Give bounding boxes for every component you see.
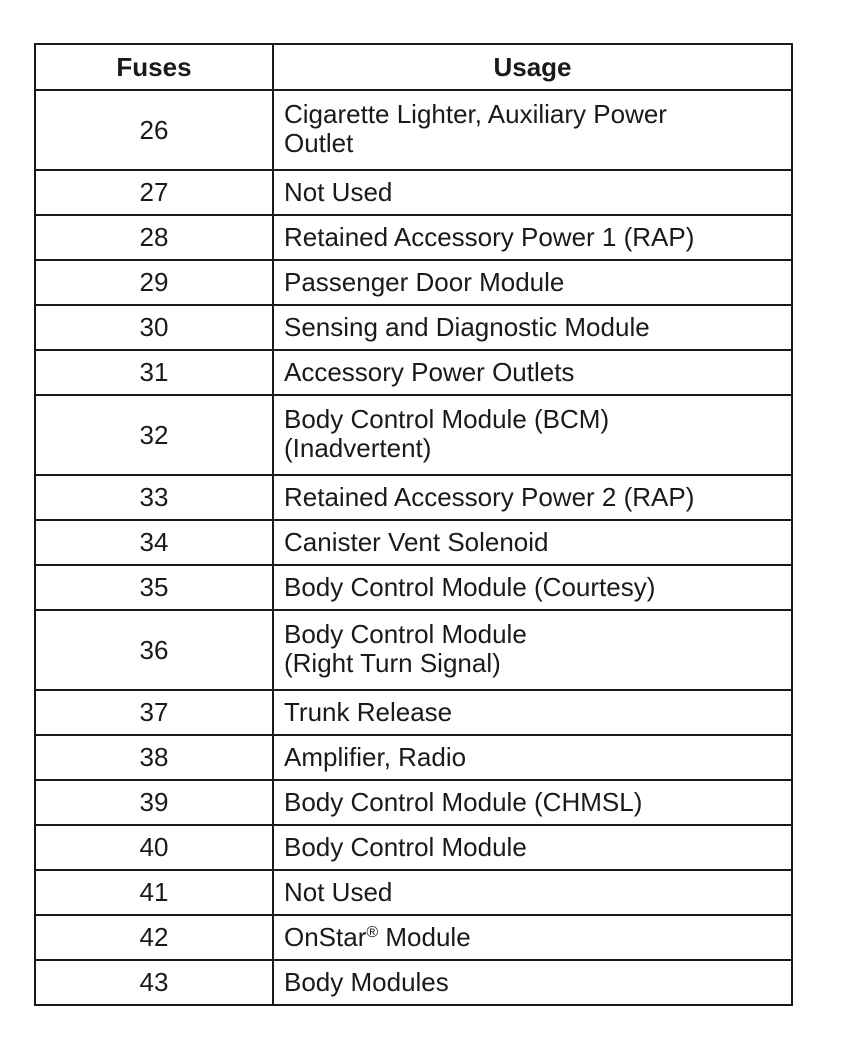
fuse-number-cell: 28 xyxy=(35,215,273,260)
fuse-number-cell: 39 xyxy=(35,780,273,825)
fuse-number-cell: 36 xyxy=(35,610,273,690)
usage-cell xyxy=(273,610,792,690)
table-row xyxy=(35,520,792,565)
fuse-number-cell: 31 xyxy=(35,350,273,395)
usage-cell xyxy=(273,565,792,610)
fuse-number-cell: 43 xyxy=(35,960,273,1005)
header-fuses: Fuses xyxy=(35,44,273,90)
fuse-number-cell: 42 xyxy=(35,915,273,960)
usage-cell xyxy=(273,915,792,960)
usage-cell xyxy=(273,350,792,395)
fuse-number-cell: 27 xyxy=(35,170,273,215)
table-row xyxy=(35,170,792,215)
usage-text-line: Trunk Release xyxy=(284,697,453,727)
usage-text-line: Outlet xyxy=(284,128,354,158)
usage-text-line: Body Control Module (Courtesy) xyxy=(284,572,656,602)
table-row xyxy=(35,260,792,305)
table-row xyxy=(35,90,792,170)
usage-text-line: Body Modules xyxy=(284,967,449,997)
usage-text-line: Passenger Door Module xyxy=(284,267,565,297)
table-row xyxy=(35,565,792,610)
table-header xyxy=(35,44,792,90)
table-row xyxy=(35,735,792,780)
usage-text-line: Body Control Module (BCM) xyxy=(284,404,610,434)
fuse-number-cell: 37 xyxy=(35,690,273,735)
header-usage: Usage xyxy=(273,44,792,90)
usage-text-line: Retained Accessory Power 1 (RAP) xyxy=(284,222,695,252)
usage-text: OnStar xyxy=(284,922,367,952)
table-row xyxy=(35,870,792,915)
usage-cell xyxy=(273,690,792,735)
usage-text-line: Body Control Module xyxy=(284,619,527,649)
fuse-number-cell: 33 xyxy=(35,475,273,520)
fuse-number-cell: 41 xyxy=(35,870,273,915)
usage-text-line: (Right Turn Signal) xyxy=(284,648,501,678)
usage-cell xyxy=(273,520,792,565)
usage-text-line: Cigarette Lighter, Auxiliary Power xyxy=(284,99,667,129)
fuse-number-cell: 26 xyxy=(35,90,273,170)
fuse-number-cell: 29 xyxy=(35,260,273,305)
table-row xyxy=(35,475,792,520)
fuse-usage-table xyxy=(34,43,793,1006)
table-row xyxy=(35,305,792,350)
usage-text-line: Retained Accessory Power 2 (RAP) xyxy=(284,482,695,512)
usage-cell xyxy=(273,825,792,870)
usage-cell xyxy=(273,215,792,260)
usage-text-line: Not Used xyxy=(284,177,393,207)
table-row xyxy=(35,610,792,690)
table-row xyxy=(35,915,792,960)
header-row xyxy=(35,44,792,90)
table-row xyxy=(35,825,792,870)
usage-cell xyxy=(273,395,792,475)
usage-text-line: Accessory Power Outlets xyxy=(284,357,575,387)
table-row xyxy=(35,350,792,395)
fuse-number-cell: 35 xyxy=(35,565,273,610)
usage-text-line: Body Control Module (CHMSL) xyxy=(284,787,643,817)
usage-cell xyxy=(273,90,792,170)
usage-text-line: Sensing and Diagnostic Module xyxy=(284,312,650,342)
table-row xyxy=(35,780,792,825)
usage-text-line: Not Used xyxy=(284,877,393,907)
usage-text-suffix: Module xyxy=(378,922,471,952)
usage-cell xyxy=(273,735,792,780)
fuse-number-cell: 40 xyxy=(35,825,273,870)
usage-text-line: Amplifier, Radio xyxy=(284,742,467,772)
registered-mark: ® xyxy=(366,924,379,941)
usage-text-line: (Inadvertent) xyxy=(284,433,432,463)
usage-cell xyxy=(273,960,792,1005)
table-row xyxy=(35,960,792,1005)
fuse-number-cell: 32 xyxy=(35,395,273,475)
usage-cell xyxy=(273,170,792,215)
table-row xyxy=(35,215,792,260)
usage-cell xyxy=(273,780,792,825)
usage-text-line xyxy=(284,923,783,952)
usage-cell xyxy=(273,475,792,520)
table-body xyxy=(35,90,792,1005)
fuse-number-cell: 38 xyxy=(35,735,273,780)
usage-cell xyxy=(273,260,792,305)
usage-text-line: Body Control Module xyxy=(284,832,527,862)
usage-cell xyxy=(273,305,792,350)
usage-text-line: Canister Vent Solenoid xyxy=(284,527,549,557)
usage-cell xyxy=(273,870,792,915)
table-row xyxy=(35,690,792,735)
table-row xyxy=(35,395,792,475)
fuse-number-cell: 34 xyxy=(35,520,273,565)
fuse-number-cell: 30 xyxy=(35,305,273,350)
